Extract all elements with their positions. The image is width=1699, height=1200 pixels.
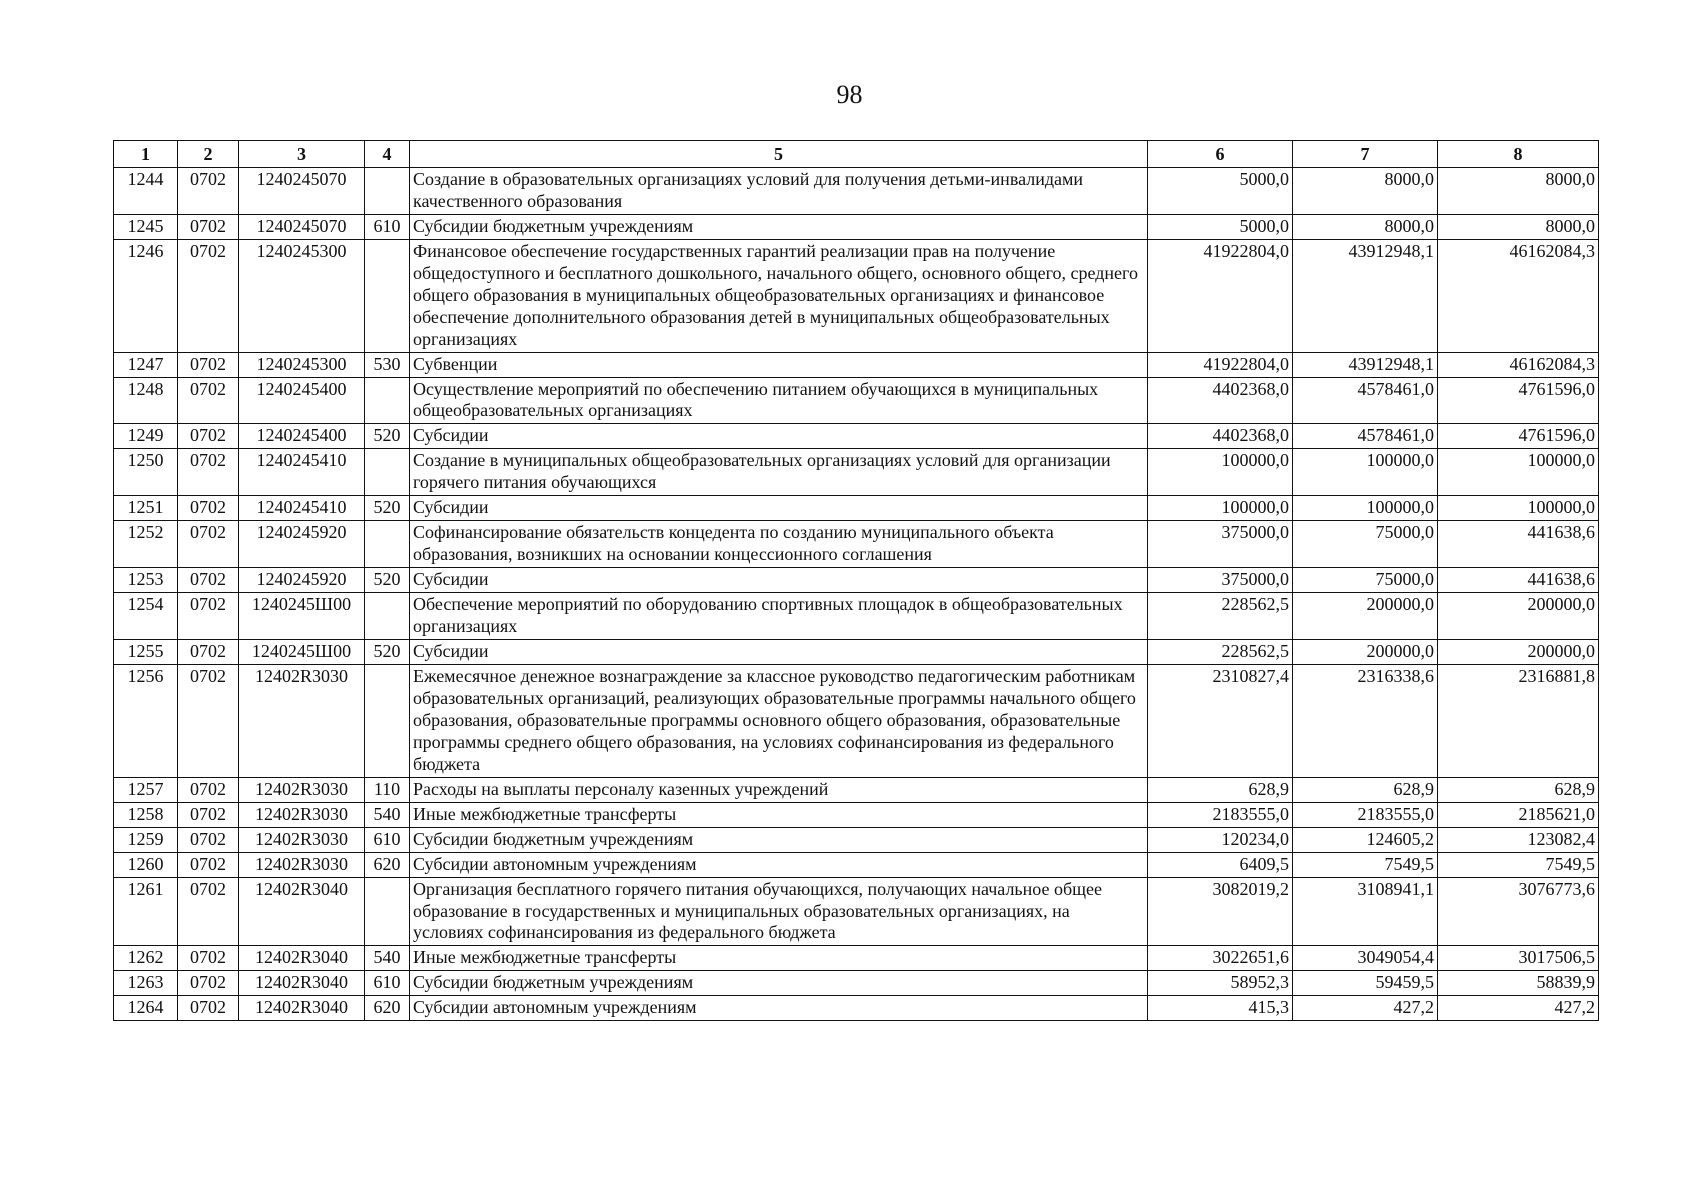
amount-col-7-cell: 2316338,6 <box>1293 664 1438 777</box>
amount-col-7-cell: 124605,2 <box>1293 827 1438 852</box>
table-row <box>114 449 1599 496</box>
amount-col-6-cell: 100000,0 <box>1148 449 1293 496</box>
target-article-cell: 1240245300 <box>239 352 365 377</box>
amount-col-7-cell: 427,2 <box>1293 996 1438 1021</box>
expense-type-cell: 620 <box>365 852 410 877</box>
amount-col-6-cell: 41922804,0 <box>1148 239 1293 352</box>
description-cell: Субсидии автономным учреждениям <box>410 996 1148 1021</box>
table-row <box>114 352 1599 377</box>
amount-col-8-cell: 2185621,0 <box>1438 802 1599 827</box>
header-col-4: 4 <box>365 141 410 168</box>
table-row <box>114 996 1599 1021</box>
description-cell: Ежемесячное денежное вознаграждение за классное руководство педагогическим работникам образовательных организаций, реализующих образовательные программы начального общего образования, образовательные программы основного общего образования, образовательные программы среднего общего образования, на условиях софинансирования из федерального бюджета <box>410 664 1148 777</box>
section-code-cell: 0702 <box>178 167 239 214</box>
table-row <box>114 852 1599 877</box>
section-code-cell: 0702 <box>178 496 239 521</box>
amount-col-7-cell: 8000,0 <box>1293 214 1438 239</box>
section-code-cell: 0702 <box>178 777 239 802</box>
row-number-cell: 1252 <box>114 521 178 568</box>
amount-col-7-cell: 628,9 <box>1293 777 1438 802</box>
section-code-cell: 0702 <box>178 593 239 640</box>
amount-col-7-cell: 200000,0 <box>1293 640 1438 665</box>
amount-col-8-cell: 46162084,3 <box>1438 239 1599 352</box>
description-cell: Осуществление мероприятий по обеспечению питанием обучающихся в муниципальных общеобразовательных организациях <box>410 377 1148 424</box>
section-code-cell: 0702 <box>178 377 239 424</box>
table-row <box>114 496 1599 521</box>
amount-col-6-cell: 4402368,0 <box>1148 377 1293 424</box>
page-number: 98 <box>836 80 863 109</box>
row-number-cell: 1258 <box>114 802 178 827</box>
description-cell: Субсидии бюджетным учреждениям <box>410 214 1148 239</box>
amount-col-6-cell: 375000,0 <box>1148 568 1293 593</box>
table-row <box>114 777 1599 802</box>
section-code-cell: 0702 <box>178 640 239 665</box>
description-cell: Обеспечение мероприятий по оборудованию спортивных площадок в общеобразовательных организациях <box>410 593 1148 640</box>
section-code-cell: 0702 <box>178 521 239 568</box>
amount-col-8-cell: 441638,6 <box>1438 521 1599 568</box>
section-code-cell: 0702 <box>178 877 239 946</box>
target-article-cell: 1240245070 <box>239 167 365 214</box>
header-col-2: 2 <box>178 141 239 168</box>
expense-type-cell: 520 <box>365 424 410 449</box>
amount-col-6-cell: 120234,0 <box>1148 827 1293 852</box>
amount-col-6-cell: 2183555,0 <box>1148 802 1293 827</box>
target-article-cell: 1240245300 <box>239 239 365 352</box>
description-cell: Субвенции <box>410 352 1148 377</box>
target-article-cell: 12402R3030 <box>239 664 365 777</box>
target-article-cell: 12402R3040 <box>239 877 365 946</box>
amount-col-6-cell: 228562,5 <box>1148 593 1293 640</box>
amount-col-7-cell: 8000,0 <box>1293 167 1438 214</box>
section-code-cell: 0702 <box>178 449 239 496</box>
section-code-cell: 0702 <box>178 568 239 593</box>
row-number-cell: 1250 <box>114 449 178 496</box>
table-row <box>114 239 1599 352</box>
row-number-cell: 1251 <box>114 496 178 521</box>
amount-col-6-cell: 41922804,0 <box>1148 352 1293 377</box>
expense-type-cell: 610 <box>365 827 410 852</box>
description-cell: Расходы на выплаты персоналу казенных учреждений <box>410 777 1148 802</box>
amount-col-6-cell: 2310827,4 <box>1148 664 1293 777</box>
expense-type-cell <box>365 239 410 352</box>
amount-col-8-cell: 200000,0 <box>1438 593 1599 640</box>
target-article-cell: 12402R3040 <box>239 971 365 996</box>
header-col-1: 1 <box>114 141 178 168</box>
row-number-cell: 1262 <box>114 946 178 971</box>
description-cell: Создание в муниципальных общеобразовательных организациях условий для организации горячего питания обучающихся <box>410 449 1148 496</box>
amount-col-8-cell: 2316881,8 <box>1438 664 1599 777</box>
row-number-cell: 1263 <box>114 971 178 996</box>
description-cell: Софинансирование обязательств концедента по созданию муниципального объекта образования, возникших на основании концессионного соглашения <box>410 521 1148 568</box>
table-body <box>114 167 1599 1020</box>
target-article-cell: 1240245070 <box>239 214 365 239</box>
expense-type-cell: 610 <box>365 214 410 239</box>
amount-col-6-cell: 58952,3 <box>1148 971 1293 996</box>
header-col-6: 6 <box>1148 141 1293 168</box>
amount-col-6-cell: 4402368,0 <box>1148 424 1293 449</box>
amount-col-8-cell: 123082,4 <box>1438 827 1599 852</box>
row-number-cell: 1244 <box>114 167 178 214</box>
expense-type-cell: 620 <box>365 996 410 1021</box>
target-article-cell: 1240245Ш00 <box>239 593 365 640</box>
expense-type-cell <box>365 877 410 946</box>
amount-col-8-cell: 46162084,3 <box>1438 352 1599 377</box>
target-article-cell: 12402R3030 <box>239 827 365 852</box>
header-col-5: 5 <box>410 141 1148 168</box>
row-number-cell: 1249 <box>114 424 178 449</box>
section-code-cell: 0702 <box>178 971 239 996</box>
row-number-cell: 1254 <box>114 593 178 640</box>
row-number-cell: 1245 <box>114 214 178 239</box>
target-article-cell: 1240245400 <box>239 424 365 449</box>
description-cell: Субсидии <box>410 640 1148 665</box>
row-number-cell: 1255 <box>114 640 178 665</box>
amount-col-8-cell: 100000,0 <box>1438 496 1599 521</box>
header-col-8: 8 <box>1438 141 1599 168</box>
amount-col-6-cell: 228562,5 <box>1148 640 1293 665</box>
table-row <box>114 593 1599 640</box>
amount-col-6-cell: 6409,5 <box>1148 852 1293 877</box>
amount-col-8-cell: 8000,0 <box>1438 214 1599 239</box>
section-code-cell: 0702 <box>178 239 239 352</box>
row-number-cell: 1248 <box>114 377 178 424</box>
header-col-7: 7 <box>1293 141 1438 168</box>
amount-col-8-cell: 58839,9 <box>1438 971 1599 996</box>
amount-col-8-cell: 100000,0 <box>1438 449 1599 496</box>
row-number-cell: 1261 <box>114 877 178 946</box>
section-code-cell: 0702 <box>178 852 239 877</box>
amount-col-7-cell: 75000,0 <box>1293 521 1438 568</box>
header-col-3: 3 <box>239 141 365 168</box>
table-row <box>114 214 1599 239</box>
table-row <box>114 521 1599 568</box>
expense-type-cell: 540 <box>365 802 410 827</box>
description-cell: Организация бесплатного горячего питания обучающихся, получающих начальное общее образование в государственных и муниципальных образовательных организациях, на условиях софинансирования из федерального бюджета <box>410 877 1148 946</box>
row-number-cell: 1257 <box>114 777 178 802</box>
expense-type-cell <box>365 377 410 424</box>
expense-type-cell <box>365 167 410 214</box>
amount-col-7-cell: 3108941,1 <box>1293 877 1438 946</box>
description-cell: Финансовое обеспечение государственных гарантий реализации прав на получение общедоступного и бесплатного дошкольного, начального общего, основного общего, среднего общего образования в муниципальных общеобразовательных организациях и финансовое обеспечение дополнительного образования детей в муниципальных общеобразовательных организациях <box>410 239 1148 352</box>
amount-col-7-cell: 3049054,4 <box>1293 946 1438 971</box>
section-code-cell: 0702 <box>178 352 239 377</box>
expense-type-cell: 540 <box>365 946 410 971</box>
row-number-cell: 1246 <box>114 239 178 352</box>
amount-col-6-cell: 415,3 <box>1148 996 1293 1021</box>
expense-type-cell <box>365 593 410 640</box>
amount-col-8-cell: 3017506,5 <box>1438 946 1599 971</box>
amount-col-7-cell: 59459,5 <box>1293 971 1438 996</box>
description-cell: Иные межбюджетные трансферты <box>410 802 1148 827</box>
row-number-cell: 1259 <box>114 827 178 852</box>
section-code-cell: 0702 <box>178 664 239 777</box>
expense-type-cell <box>365 521 410 568</box>
budget-table <box>113 140 1599 1021</box>
expense-type-cell: 520 <box>365 496 410 521</box>
section-code-cell: 0702 <box>178 424 239 449</box>
section-code-cell: 0702 <box>178 214 239 239</box>
description-cell: Субсидии автономным учреждениям <box>410 852 1148 877</box>
expense-type-cell <box>365 449 410 496</box>
amount-col-7-cell: 100000,0 <box>1293 449 1438 496</box>
section-code-cell: 0702 <box>178 946 239 971</box>
target-article-cell: 12402R3040 <box>239 996 365 1021</box>
table-header-row <box>114 141 1599 168</box>
amount-col-8-cell: 3076773,6 <box>1438 877 1599 946</box>
amount-col-8-cell: 200000,0 <box>1438 640 1599 665</box>
amount-col-7-cell: 2183555,0 <box>1293 802 1438 827</box>
table-row <box>114 568 1599 593</box>
description-cell: Создание в образовательных организациях условий для получения детьми-инвалидами качественного образования <box>410 167 1148 214</box>
target-article-cell: 12402R3040 <box>239 946 365 971</box>
expense-type-cell: 610 <box>365 971 410 996</box>
amount-col-8-cell: 8000,0 <box>1438 167 1599 214</box>
row-number-cell: 1247 <box>114 352 178 377</box>
table-row <box>114 827 1599 852</box>
description-cell: Иные межбюджетные трансферты <box>410 946 1148 971</box>
expense-type-cell: 110 <box>365 777 410 802</box>
amount-col-6-cell: 628,9 <box>1148 777 1293 802</box>
row-number-cell: 1256 <box>114 664 178 777</box>
table-row <box>114 424 1599 449</box>
amount-col-8-cell: 628,9 <box>1438 777 1599 802</box>
table-row <box>114 377 1599 424</box>
row-number-cell: 1264 <box>114 996 178 1021</box>
table-row <box>114 971 1599 996</box>
expense-type-cell: 520 <box>365 640 410 665</box>
amount-col-8-cell: 7549,5 <box>1438 852 1599 877</box>
amount-col-6-cell: 3022651,6 <box>1148 946 1293 971</box>
amount-col-7-cell: 75000,0 <box>1293 568 1438 593</box>
amount-col-6-cell: 5000,0 <box>1148 214 1293 239</box>
amount-col-8-cell: 4761596,0 <box>1438 377 1599 424</box>
table-row <box>114 640 1599 665</box>
target-article-cell: 1240245920 <box>239 521 365 568</box>
table-row <box>114 802 1599 827</box>
row-number-cell: 1260 <box>114 852 178 877</box>
amount-col-7-cell: 4578461,0 <box>1293 377 1438 424</box>
target-article-cell: 12402R3030 <box>239 777 365 802</box>
amount-col-6-cell: 5000,0 <box>1148 167 1293 214</box>
target-article-cell: 1240245410 <box>239 449 365 496</box>
amount-col-7-cell: 4578461,0 <box>1293 424 1438 449</box>
section-code-cell: 0702 <box>178 827 239 852</box>
target-article-cell: 1240245Ш00 <box>239 640 365 665</box>
target-article-cell: 1240245920 <box>239 568 365 593</box>
expense-type-cell: 530 <box>365 352 410 377</box>
target-article-cell: 12402R3030 <box>239 852 365 877</box>
amount-col-7-cell: 43912948,1 <box>1293 239 1438 352</box>
target-article-cell: 1240245410 <box>239 496 365 521</box>
table-row <box>114 167 1599 214</box>
amount-col-6-cell: 100000,0 <box>1148 496 1293 521</box>
expense-type-cell <box>365 664 410 777</box>
table-row <box>114 664 1599 777</box>
description-cell: Субсидии <box>410 424 1148 449</box>
amount-col-6-cell: 3082019,2 <box>1148 877 1293 946</box>
section-code-cell: 0702 <box>178 996 239 1021</box>
amount-col-7-cell: 43912948,1 <box>1293 352 1438 377</box>
target-article-cell: 1240245400 <box>239 377 365 424</box>
amount-col-6-cell: 375000,0 <box>1148 521 1293 568</box>
amount-col-7-cell: 100000,0 <box>1293 496 1438 521</box>
description-cell: Субсидии <box>410 568 1148 593</box>
amount-col-8-cell: 441638,6 <box>1438 568 1599 593</box>
amount-col-8-cell: 427,2 <box>1438 996 1599 1021</box>
amount-col-7-cell: 200000,0 <box>1293 593 1438 640</box>
amount-col-7-cell: 7549,5 <box>1293 852 1438 877</box>
description-cell: Субсидии бюджетным учреждениям <box>410 971 1148 996</box>
table-row <box>114 877 1599 946</box>
description-cell: Субсидии <box>410 496 1148 521</box>
row-number-cell: 1253 <box>114 568 178 593</box>
section-code-cell: 0702 <box>178 802 239 827</box>
target-article-cell: 12402R3030 <box>239 802 365 827</box>
table-row <box>114 946 1599 971</box>
description-cell: Субсидии бюджетным учреждениям <box>410 827 1148 852</box>
expense-type-cell: 520 <box>365 568 410 593</box>
amount-col-8-cell: 4761596,0 <box>1438 424 1599 449</box>
